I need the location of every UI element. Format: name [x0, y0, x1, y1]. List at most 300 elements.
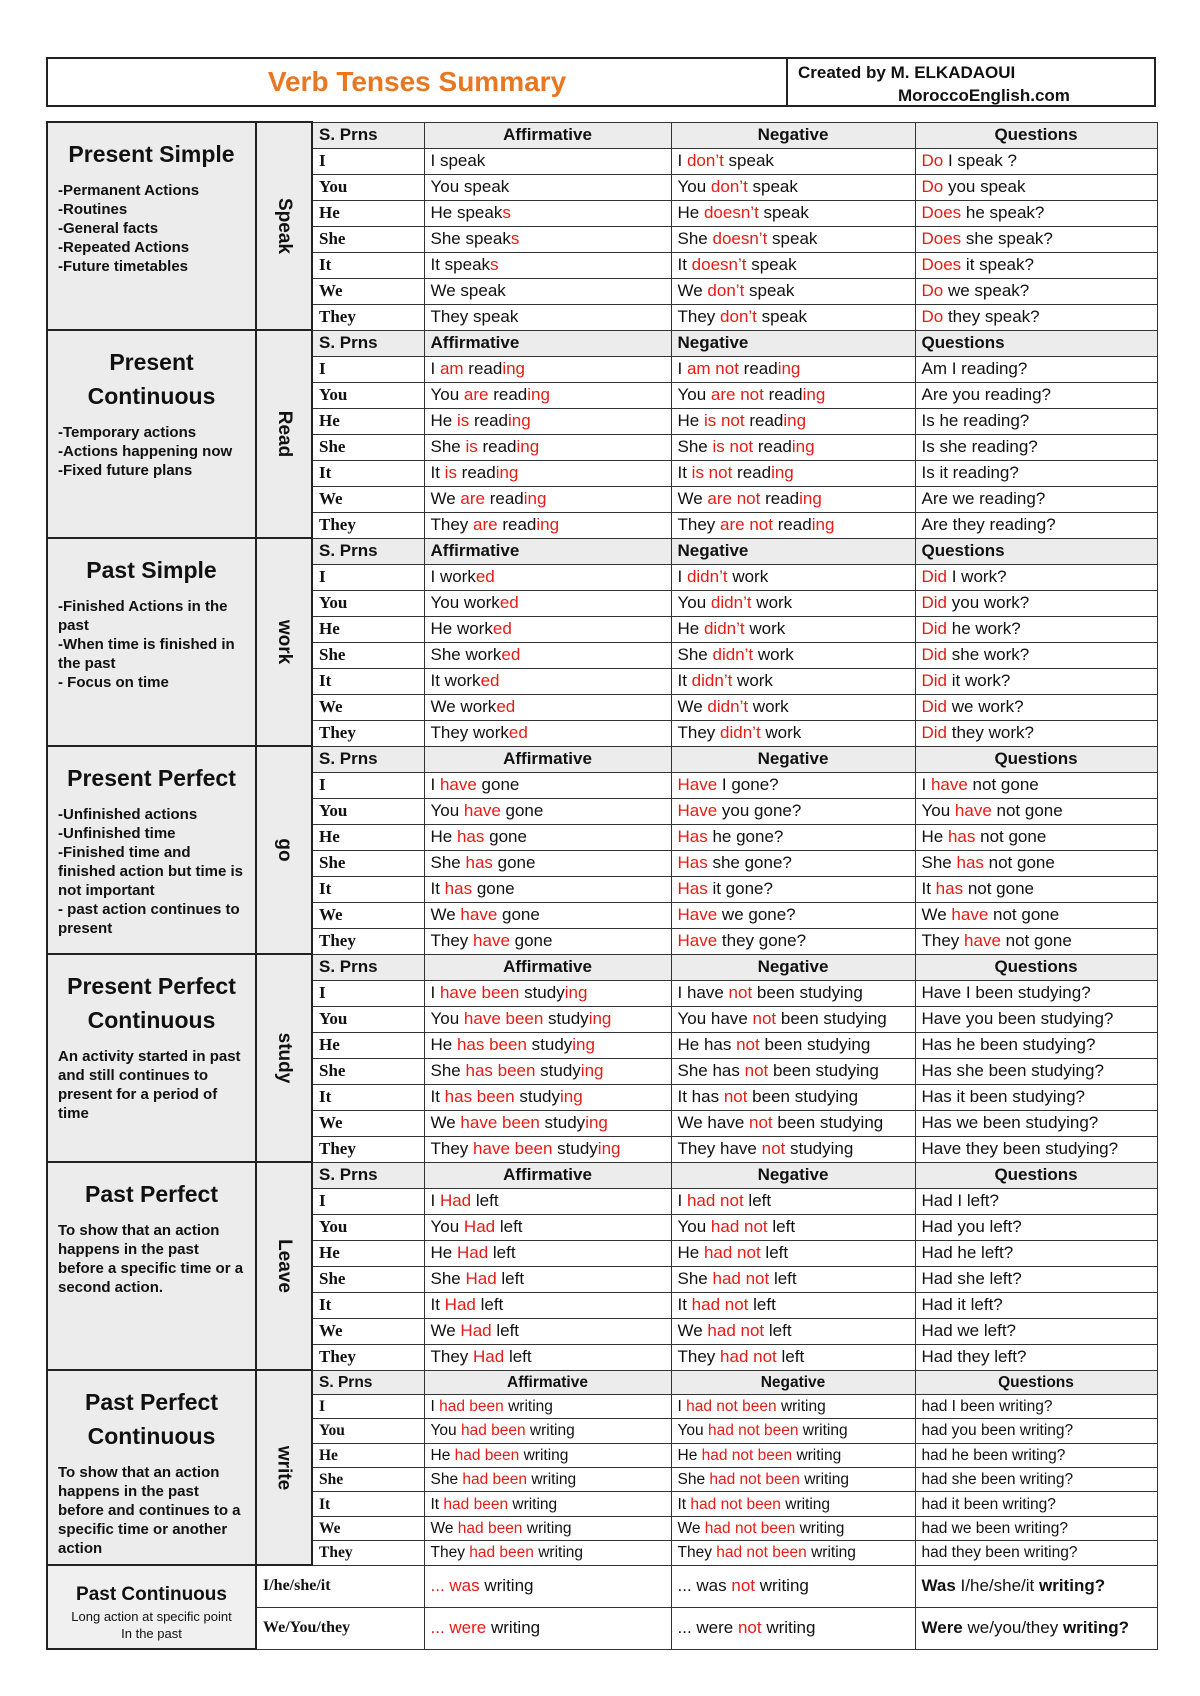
- pronoun-cell: I: [312, 980, 424, 1006]
- pronoun-cell: They: [312, 928, 424, 954]
- negative-cell: He had not been writing: [671, 1443, 915, 1467]
- tense-name: Present Simple: [68, 141, 235, 167]
- highlight-text: Had: [439, 1191, 472, 1210]
- credit-cell: [788, 59, 1154, 105]
- highlight-text: ing: [523, 489, 547, 508]
- pronoun-cell: I: [312, 1394, 424, 1418]
- tense-usage: -Unfinished actions -Unfinished time -Finished time and finished action but time is not important - past action continues to present: [58, 806, 244, 937]
- column-header: Questions: [915, 1370, 1157, 1394]
- question-cell: Does it speak?: [915, 252, 1157, 278]
- highlight-text: is: [465, 437, 478, 456]
- pronoun-cell: It: [312, 1492, 424, 1516]
- negative-cell: We have not been studying: [671, 1110, 915, 1136]
- highlight-text: had not: [720, 1347, 777, 1366]
- highlight-text: Do: [921, 307, 944, 326]
- affirmative-cell: He is reading: [424, 408, 671, 434]
- highlight-text: ing: [495, 463, 519, 482]
- affirmative-cell: We had been writing: [424, 1516, 671, 1540]
- highlight-text: ed: [501, 645, 521, 664]
- highlight-text: have: [954, 801, 992, 820]
- example-verb-cell: [256, 538, 312, 746]
- tense-name: Past Simple: [86, 557, 217, 583]
- question-cell: Does she speak?: [915, 226, 1157, 252]
- highlight-text: Have: [677, 775, 718, 794]
- negative-cell: They had not been writing: [671, 1541, 915, 1565]
- past-continuous-section: [47, 1565, 256, 1649]
- tense-name: Present Continuous: [87, 349, 216, 409]
- pronoun-cell: We: [312, 1318, 424, 1344]
- question-cell: Did they work?: [915, 720, 1157, 746]
- highlight-text: Did: [921, 593, 948, 612]
- highlight-text: Had: [473, 1347, 505, 1366]
- highlight-text: ed: [499, 593, 519, 612]
- pronoun-cell: It: [312, 460, 424, 486]
- pronoun-cell: I/he/she/it: [256, 1565, 424, 1607]
- highlight-text: had not been: [716, 1544, 807, 1562]
- column-header: Affirmative: [424, 1162, 671, 1188]
- negative-cell: Has it gone?: [671, 876, 915, 902]
- example-verb: go: [274, 838, 295, 862]
- highlight-text: Did: [921, 671, 948, 690]
- highlight-text: ed: [475, 567, 495, 586]
- negative-cell: Have you gone?: [671, 798, 915, 824]
- highlight-text: are not: [707, 489, 761, 508]
- pronoun-cell: It: [312, 252, 424, 278]
- affirmative-cell: They worked: [424, 720, 671, 746]
- affirmative-cell: They had been writing: [424, 1541, 671, 1565]
- question-cell: Had it left?: [915, 1292, 1157, 1318]
- highlight-text: didn’t: [686, 567, 728, 586]
- affirmative-cell: She Had left: [424, 1266, 671, 1292]
- pronoun-cell: You: [312, 382, 424, 408]
- highlight-text: doesn’t: [691, 255, 747, 274]
- column-header: Negative: [671, 746, 915, 772]
- affirmative-cell: He had been writing: [424, 1443, 671, 1467]
- affirmative-cell: It worked: [424, 668, 671, 694]
- highlight-text: ... was: [430, 1576, 480, 1596]
- column-header: S. Prns: [312, 1370, 424, 1394]
- affirmative-cell: You worked: [424, 590, 671, 616]
- affirmative-cell: It has gone: [424, 876, 671, 902]
- question-cell: had he been writing?: [915, 1443, 1157, 1467]
- column-header: Affirmative: [424, 1370, 671, 1394]
- example-verb: Speak: [274, 198, 295, 254]
- question-cell: Was I/he/she/it writing?: [915, 1565, 1157, 1607]
- affirmative-cell: You Had left: [424, 1214, 671, 1240]
- negative-cell: I am not reading: [671, 356, 915, 382]
- highlight-text: has been: [465, 1061, 536, 1080]
- pronoun-cell: She: [312, 1058, 424, 1084]
- affirmative-cell: He worked: [424, 616, 671, 642]
- highlight-text: ing: [516, 437, 540, 456]
- highlight-text: ing: [799, 489, 822, 508]
- negative-cell: You don’t speak: [671, 174, 915, 200]
- question-cell: Have I been studying?: [915, 980, 1157, 1006]
- website-credit: MoroccoEnglish.com: [898, 86, 1070, 105]
- pronoun-cell: He: [312, 1032, 424, 1058]
- highlight-text: not: [744, 1061, 769, 1080]
- past-perfect-continuous-section: [47, 1370, 256, 1565]
- highlight-text: had not: [686, 1191, 744, 1210]
- negative-cell: She had not been writing: [671, 1468, 915, 1492]
- highlight-text: ing: [597, 1139, 621, 1158]
- bold-text: Were: [921, 1618, 963, 1638]
- negative-cell: It had not left: [671, 1292, 915, 1318]
- past-perfect-section: [47, 1162, 256, 1370]
- pronoun-cell: It: [312, 668, 424, 694]
- negative-cell: You had not been writing: [671, 1419, 915, 1443]
- negative-cell: She doesn’t speak: [671, 226, 915, 252]
- negative-cell: Have we gone?: [671, 902, 915, 928]
- highlight-text: is: [444, 463, 457, 482]
- tense-usage: To show that an action happens in the past before a specific time or a second action.: [58, 1222, 244, 1296]
- negative-cell: They didn’t work: [671, 720, 915, 746]
- highlight-text: had not been: [686, 1398, 777, 1416]
- negative-cell: He had not left: [671, 1240, 915, 1266]
- question-cell: Does he speak?: [915, 200, 1157, 226]
- highlight-text: Have: [677, 931, 718, 950]
- tense-name: Present Perfect: [67, 765, 236, 791]
- highlight-text: ing: [777, 359, 801, 378]
- highlight-text: had not: [707, 1321, 765, 1340]
- negative-cell: You had not left: [671, 1214, 915, 1240]
- highlight-text: don’t: [720, 307, 757, 326]
- highlight-text: not: [728, 983, 753, 1002]
- affirmative-cell: You are reading: [424, 382, 671, 408]
- column-header: Negative: [671, 1162, 915, 1188]
- tense-name: Present Perfect Continuous: [67, 973, 236, 1033]
- question-cell: had you been writing?: [915, 1419, 1157, 1443]
- highlight-text: Does: [921, 255, 962, 274]
- negative-cell: Has he gone?: [671, 824, 915, 850]
- highlight-text: had been: [462, 1471, 528, 1489]
- pronoun-cell: She: [312, 226, 424, 252]
- highlight-text: not: [731, 1576, 755, 1596]
- question-cell: Did it work?: [915, 668, 1157, 694]
- question-cell: Did we work?: [915, 694, 1157, 720]
- column-header: Negative: [671, 1370, 915, 1394]
- negative-cell: They don’t speak: [671, 304, 915, 330]
- highlight-text: Did: [921, 723, 948, 742]
- question-cell: Are they reading?: [915, 512, 1157, 538]
- affirmative-cell: You have been studying: [424, 1006, 671, 1032]
- highlight-text: Had: [456, 1243, 489, 1262]
- affirmative-cell: I have been studying: [424, 980, 671, 1006]
- affirmative-cell: She has been studying: [424, 1058, 671, 1084]
- pronoun-cell: It: [312, 1292, 424, 1318]
- highlight-text: ing: [802, 385, 826, 404]
- affirmative-cell: She has gone: [424, 850, 671, 876]
- highlight-text: Does: [921, 229, 962, 248]
- highlight-text: ing: [783, 411, 807, 430]
- highlight-text: Do: [921, 281, 944, 300]
- highlight-text: not: [752, 1009, 777, 1028]
- pronoun-cell: They: [312, 720, 424, 746]
- highlight-text: had been: [469, 1544, 534, 1562]
- highlight-text: Did: [921, 645, 948, 664]
- highlight-text: had been: [439, 1398, 504, 1416]
- tense-usage: To show that an action happens in the past before and continues to a specific time or another action: [58, 1464, 241, 1557]
- pronoun-cell: You: [312, 1214, 424, 1240]
- tense-name: Past Perfect Continuous: [85, 1389, 218, 1449]
- affirmative-cell: It is reading: [424, 460, 671, 486]
- highlight-text: had not been: [709, 1471, 800, 1489]
- highlight-text: ed: [480, 671, 500, 690]
- table-header-row: [47, 746, 1157, 772]
- question-cell: Had he left?: [915, 1240, 1157, 1266]
- question-cell: Were we/you/they writing?: [915, 1607, 1157, 1649]
- negative-cell: We are not reading: [671, 486, 915, 512]
- negative-cell: ... were not writing: [671, 1607, 915, 1649]
- affirmative-cell: We Had left: [424, 1318, 671, 1344]
- affirmative-cell: He has been studying: [424, 1032, 671, 1058]
- affirmative-cell: It speaks: [424, 252, 671, 278]
- table-header-row: [47, 538, 1157, 564]
- question-cell: Is he reading?: [915, 408, 1157, 434]
- example-verb: study: [274, 1032, 295, 1084]
- column-header: Negative: [671, 330, 915, 356]
- question-cell: She has not gone: [915, 850, 1157, 876]
- highlight-text: don’t: [686, 151, 724, 170]
- question-cell: Did you work?: [915, 590, 1157, 616]
- affirmative-cell: He has gone: [424, 824, 671, 850]
- highlight-text: Had: [465, 1269, 497, 1288]
- highlight-text: has been: [456, 1035, 527, 1054]
- highlight-text: had not been: [707, 1422, 799, 1440]
- column-header: Affirmative: [424, 330, 671, 356]
- highlight-text: don’t: [710, 177, 748, 196]
- highlight-text: ed: [508, 723, 528, 742]
- negative-cell: They had not left: [671, 1344, 915, 1370]
- pronoun-cell: We: [312, 902, 424, 928]
- highlight-text: are: [463, 385, 489, 404]
- question-cell: Has she been studying?: [915, 1058, 1157, 1084]
- pronoun-cell: We: [312, 278, 424, 304]
- highlight-text: has: [935, 879, 964, 898]
- highlight-text: had not been: [701, 1446, 793, 1464]
- column-header: Affirmative: [424, 746, 671, 772]
- affirmative-cell: I Had left: [424, 1188, 671, 1214]
- negative-cell: ... was not writing: [671, 1565, 915, 1607]
- highlight-text: ing: [811, 515, 835, 534]
- question-cell: They have not gone: [915, 928, 1157, 954]
- pronoun-cell: It: [312, 876, 424, 902]
- affirmative-cell: She worked: [424, 642, 671, 668]
- highlight-text: are not: [710, 385, 764, 404]
- highlight-text: didn’t: [691, 671, 733, 690]
- highlight-text: had been: [457, 1519, 523, 1537]
- example-verb-cell: [256, 122, 312, 330]
- negative-cell: It doesn’t speak: [671, 252, 915, 278]
- negative-cell: I had not been writing: [671, 1394, 915, 1418]
- highlight-text: ing: [572, 1035, 595, 1054]
- highlight-text: Has: [677, 853, 708, 872]
- highlight-text: have: [439, 775, 477, 794]
- affirmative-cell: They have been studying: [424, 1136, 671, 1162]
- highlight-text: are not: [720, 515, 773, 534]
- highlight-text: had been: [443, 1495, 509, 1513]
- pronoun-cell: You: [312, 798, 424, 824]
- question-cell: Has we been studying?: [915, 1110, 1157, 1136]
- highlight-text: is not: [691, 463, 733, 482]
- question-cell: Do you speak: [915, 174, 1157, 200]
- highlight-text: doesn’t: [703, 203, 759, 222]
- negative-cell: She had not left: [671, 1266, 915, 1292]
- highlight-text: ing: [564, 983, 588, 1002]
- highlight-text: have been: [463, 1009, 544, 1028]
- highlight-text: is not: [712, 437, 754, 456]
- highlight-text: Does: [921, 203, 962, 222]
- negative-cell: I didn’t work: [671, 564, 915, 590]
- question-cell: Had you left?: [915, 1214, 1157, 1240]
- pronoun-cell: He: [312, 616, 424, 642]
- negative-cell: Has she gone?: [671, 850, 915, 876]
- highlight-text: had not: [710, 1217, 768, 1236]
- negative-cell: We didn’t work: [671, 694, 915, 720]
- highlight-text: have been: [473, 1139, 553, 1158]
- highlight-text: have: [460, 905, 498, 924]
- highlight-text: Did: [921, 567, 948, 586]
- highlight-text: has: [444, 879, 473, 898]
- tense-usage: -Permanent Actions -Routines -General facts -Repeated Actions -Future timetables: [58, 182, 200, 275]
- question-cell: Do we speak?: [915, 278, 1157, 304]
- past-simple-section: [47, 538, 256, 746]
- highlight-text: ed: [496, 697, 516, 716]
- affirmative-cell: It had been writing: [424, 1492, 671, 1516]
- highlight-text: ... were: [430, 1618, 487, 1638]
- affirmative-cell: It Had left: [424, 1292, 671, 1318]
- highlight-text: had not: [691, 1295, 749, 1314]
- negative-cell: You are not reading: [671, 382, 915, 408]
- table-header-row: [47, 330, 1157, 356]
- highlight-text: had not: [712, 1269, 770, 1288]
- pronoun-cell: You: [312, 174, 424, 200]
- question-cell: Are you reading?: [915, 382, 1157, 408]
- highlight-text: ing: [508, 411, 531, 430]
- pronoun-cell: I: [312, 1188, 424, 1214]
- pronoun-cell: You: [312, 1419, 424, 1443]
- highlight-text: ing: [580, 1061, 604, 1080]
- highlight-text: have: [951, 905, 989, 924]
- title-cell: [48, 59, 788, 105]
- example-verb: write: [273, 1445, 295, 1490]
- tense-name: Past Continuous: [76, 1584, 227, 1605]
- highlight-text: Had: [463, 1217, 496, 1236]
- highlight-text: Did: [921, 697, 948, 716]
- pronoun-cell: We: [312, 1516, 424, 1540]
- pronoun-cell: She: [312, 850, 424, 876]
- highlight-text: Did: [921, 619, 948, 638]
- affirmative-cell: He speaks: [424, 200, 671, 226]
- highlight-text: didn’t: [703, 619, 745, 638]
- table-header-row: [47, 1162, 1157, 1188]
- negative-cell: He is not reading: [671, 408, 915, 434]
- present-perfect-section: [47, 746, 256, 954]
- question-cell: We have not gone: [915, 902, 1157, 928]
- highlight-text: s: [510, 229, 520, 248]
- highlight-text: ing: [791, 437, 815, 456]
- highlight-text: have been: [439, 983, 520, 1002]
- highlight-text: ing: [527, 385, 550, 404]
- present-continuous-section: [47, 330, 256, 538]
- pronoun-cell: He: [312, 408, 424, 434]
- question-cell: had we been writing?: [915, 1516, 1157, 1540]
- question-cell: He has not gone: [915, 824, 1157, 850]
- affirmative-cell: I worked: [424, 564, 671, 590]
- highlight-text: Have: [677, 905, 718, 924]
- affirmative-cell: We are reading: [424, 486, 671, 512]
- pronoun-cell: He: [312, 824, 424, 850]
- pronoun-cell: They: [312, 1541, 424, 1565]
- pronoun-cell: He: [312, 1240, 424, 1266]
- example-verb: Read: [274, 410, 295, 458]
- negative-cell: She is not reading: [671, 434, 915, 460]
- pronoun-cell: It: [312, 1084, 424, 1110]
- affirmative-cell: ... were writing: [424, 1607, 671, 1649]
- negative-cell: I had not left: [671, 1188, 915, 1214]
- example-verb-cell: [256, 1370, 312, 1565]
- highlight-text: didn’t: [720, 723, 761, 742]
- negative-cell: He didn’t work: [671, 616, 915, 642]
- negative-cell: You didn’t work: [671, 590, 915, 616]
- column-header: S. Prns: [312, 746, 424, 772]
- highlight-text: ing: [588, 1009, 612, 1028]
- pronoun-cell: They: [312, 1136, 424, 1162]
- negative-cell: Have I gone?: [671, 772, 915, 798]
- pronoun-cell: They: [312, 304, 424, 330]
- highlight-text: didn’t: [710, 593, 752, 612]
- highlight-text: had not been: [690, 1495, 781, 1513]
- column-header: Questions: [915, 746, 1157, 772]
- highlight-text: Do: [921, 151, 944, 170]
- column-header: S. Prns: [312, 1162, 424, 1188]
- column-header: Questions: [915, 330, 1157, 356]
- column-header: Affirmative: [424, 954, 671, 980]
- pronoun-cell: They: [312, 512, 424, 538]
- example-verb-cell: [256, 1162, 312, 1370]
- highlight-text: s: [502, 203, 511, 222]
- negative-cell: They are not reading: [671, 512, 915, 538]
- highlight-text: have: [964, 931, 1001, 950]
- column-header: Questions: [915, 954, 1157, 980]
- tense-name: Past Perfect: [85, 1181, 218, 1207]
- question-cell: had they been writing?: [915, 1541, 1157, 1565]
- present-simple-section: [47, 122, 256, 330]
- highlight-text: not: [736, 1035, 760, 1054]
- highlight-text: have: [930, 775, 968, 794]
- negative-cell: It didn’t work: [671, 668, 915, 694]
- highlight-text: has been: [444, 1087, 515, 1106]
- highlight-text: didn’t: [712, 645, 754, 664]
- column-header: S. Prns: [312, 330, 424, 356]
- highlight-text: has: [956, 853, 984, 872]
- affirmative-cell: They speak: [424, 304, 671, 330]
- affirmative-cell: She speaks: [424, 226, 671, 252]
- affirmative-cell: You speak: [424, 174, 671, 200]
- pronoun-cell: We/You/they: [256, 1607, 424, 1649]
- column-header: Affirmative: [424, 122, 671, 148]
- pronoun-cell: She: [312, 1468, 424, 1492]
- question-cell: Had she left?: [915, 1266, 1157, 1292]
- column-header: S. Prns: [312, 538, 424, 564]
- past-continuous-row: [47, 1565, 1157, 1607]
- pronoun-cell: He: [312, 1443, 424, 1467]
- affirmative-cell: They Had left: [424, 1344, 671, 1370]
- highlight-text: is: [456, 411, 470, 430]
- affirmative-cell: You have gone: [424, 798, 671, 824]
- question-cell: Do I speak ?: [915, 148, 1157, 174]
- negative-cell: It had not been writing: [671, 1492, 915, 1516]
